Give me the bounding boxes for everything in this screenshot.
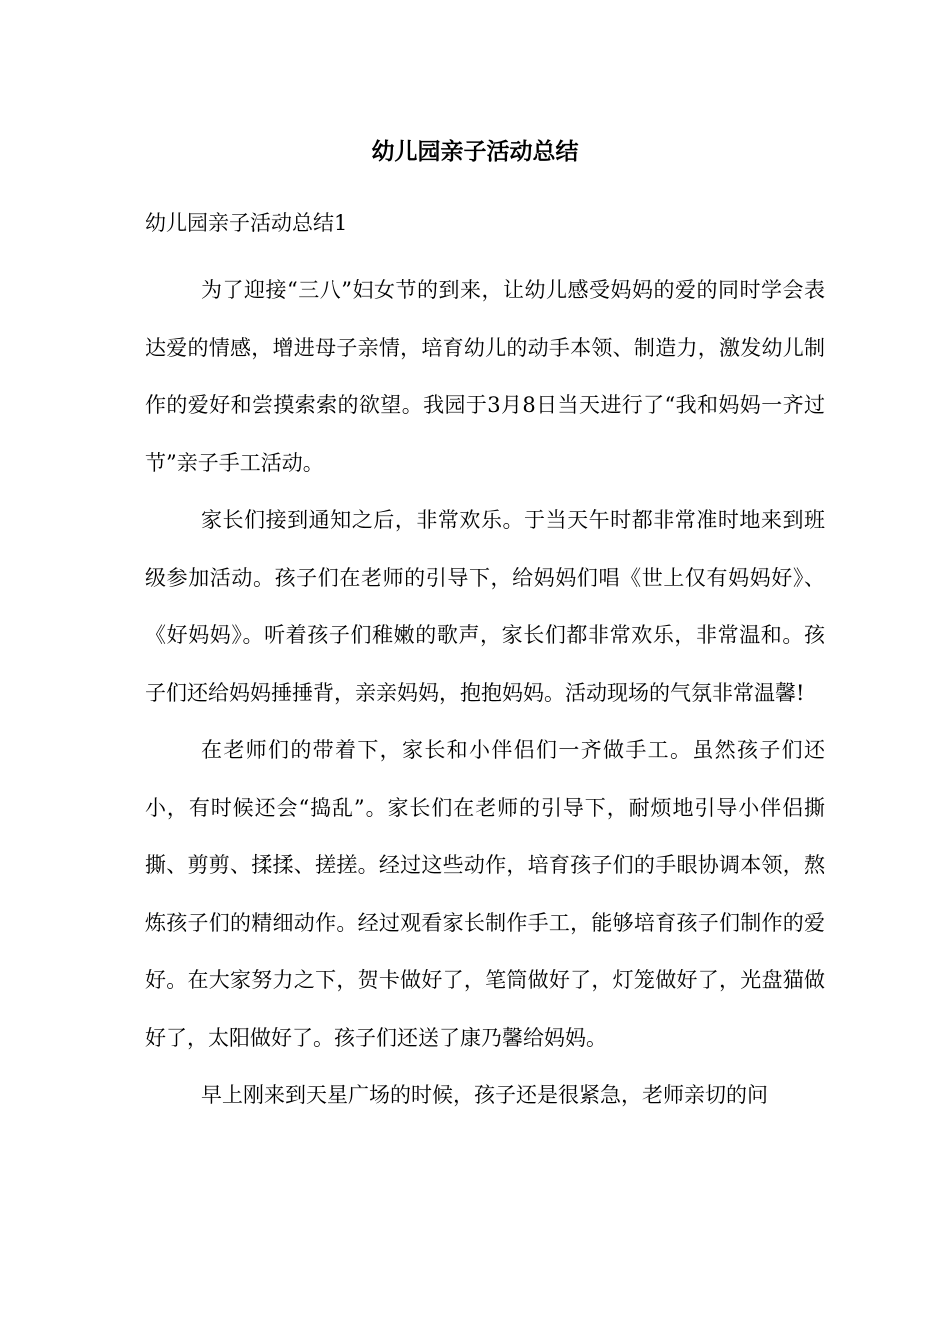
paragraph-2: 家长们接到通知之后，非常欢乐。于当天午时都非常准时地来到班级参加活动。孩子们在老师的引导下，给妈妈们唱《世上仅有妈妈好》、《好妈妈》。听着孩子们稚嫩的歌声，家长们都非常欢乐，非常温和。孩子们还给妈妈捶捶背，亲亲妈妈，抱抱妈妈。活动现场的气氛非常温馨! xyxy=(145,508,825,705)
paragraph-4: 早上刚来到天星广场的时候，孩子还是很紧急，老师亲切的问 xyxy=(201,1083,768,1107)
paragraph-3: 在老师们的带着下，家长和小伴侣们一齐做手工。虽然孩子们还小，有时候还会“捣乱”。家长们在老师的引导下，耐烦地引导小伴侣撕撕、剪剪、揉揉、搓搓。经过这些动作，培育孩子们的手眼协调本领，熬炼孩子们的精细动作。经过观看家长制作手工，能够培育孩子们制作的爱好。在大家努力之下，贺卡做好了，笔筒做好了，灯笼做好了，光盘猫做好了，太阳做好了。孩子们还送了康乃馨给妈妈。 xyxy=(145,738,825,1050)
section-heading: 幼儿园亲子活动总结1 xyxy=(145,211,348,235)
document-title: 幼儿园亲子活动总结 xyxy=(371,138,579,165)
document-body xyxy=(145,262,825,1125)
paragraph-1: 为了迎接“三八”妇女节的到来，让幼儿感受妈妈的爱的同时学会表达爱的情感，增进母子亲情，培育幼儿的动手本领、制造力，激发幼儿制作的爱好和尝摸索索的欲望。我园于3月8日当天进行了“我和妈妈一齐过节”亲子手工活动。 xyxy=(145,278,825,475)
